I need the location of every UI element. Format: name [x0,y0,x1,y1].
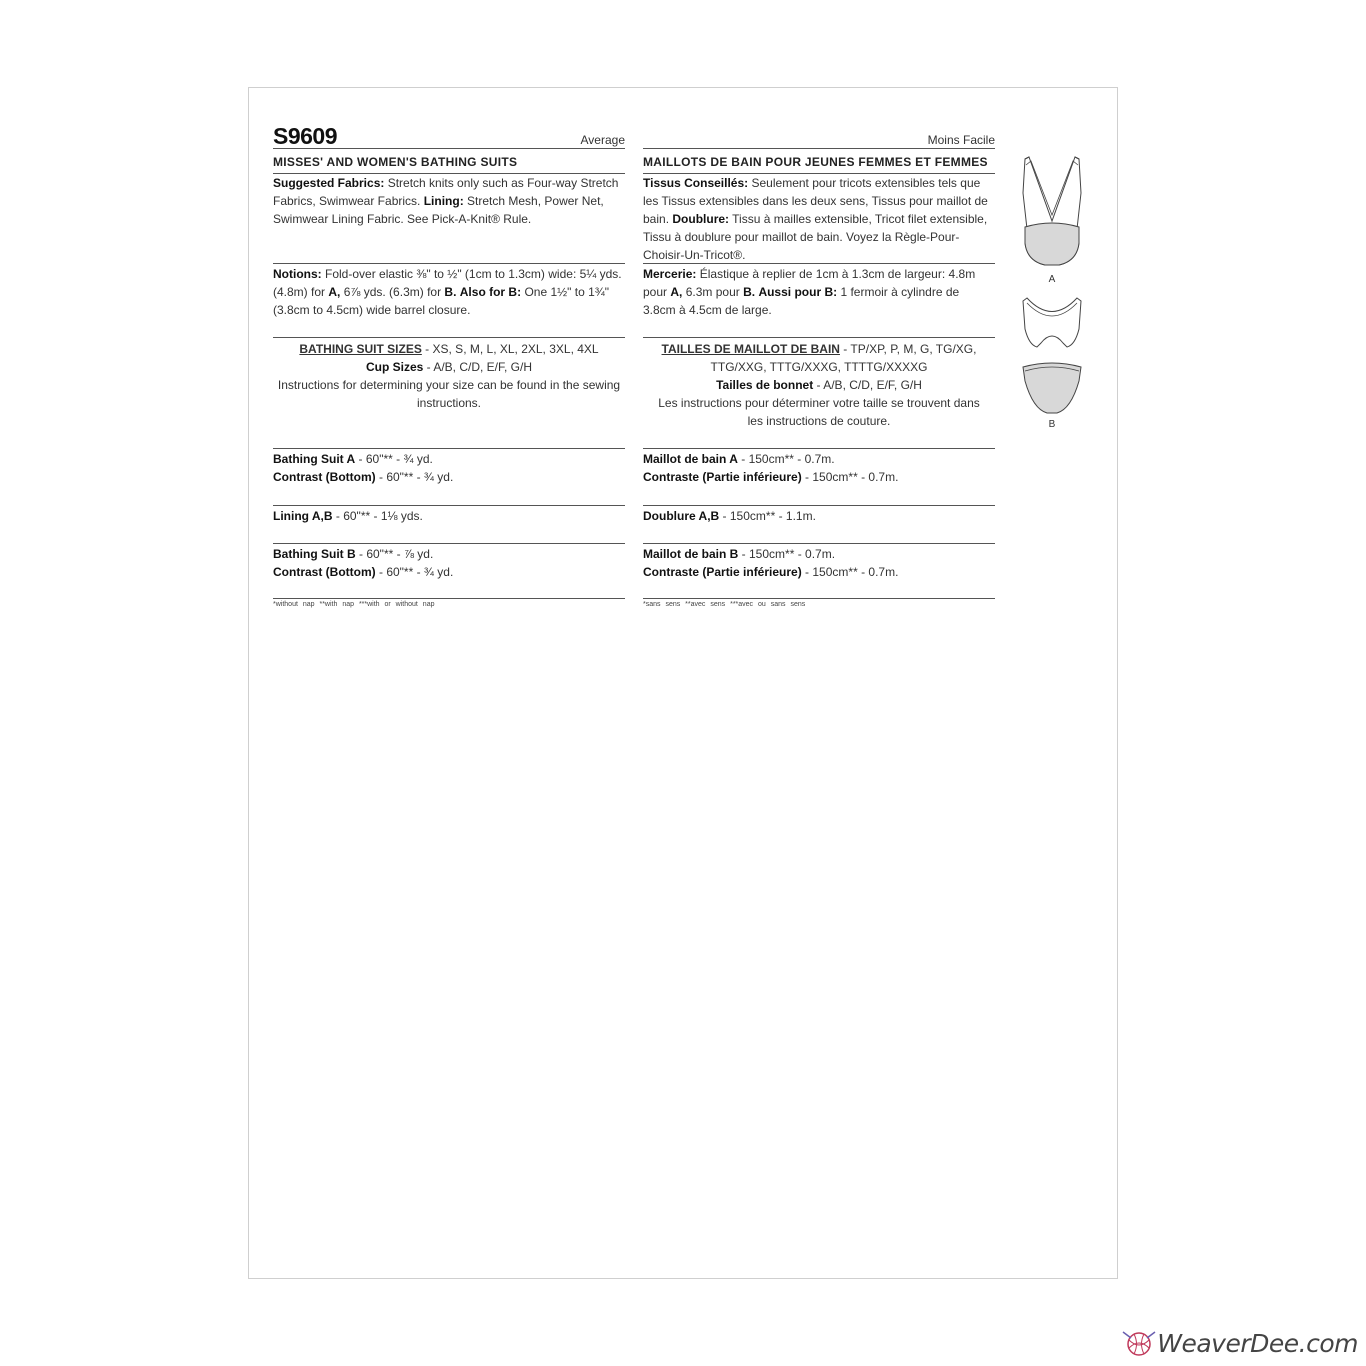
pattern-title: MAILLOTS DE BAIN POUR JEUNES FEMMES ET FEMMES [643,155,988,169]
yardage-label: Maillot de bain A [643,452,738,466]
cup-sizes-label: Cup Sizes [365,360,424,374]
view-a-ref: A, [670,285,683,299]
yardage-suit-b [643,545,898,581]
view-a-ref: A, [328,285,341,299]
yardage-label: Contraste (Partie inférieure) [643,565,802,579]
divider [643,337,995,338]
yardage-value: - 60"** - ¾ yd. [355,452,433,466]
notions-text: One 1½" to 1¾" (3.8cm to 4.5cm) wide barrel closure. [273,285,610,317]
fabrics-text: Seulement pour tricots extensibles tels que les Tissus extensibles dans les deux sens, Tissus pour maillot de bain. [643,176,988,226]
watermark-logo [1121,1328,1358,1358]
yardage-suit-a [273,450,453,486]
lining-text: Tissu à mailles extensible, Tricot filet extensible, Tissu à doublure pour maillot de bain. Voyez la Règle-Pour-Choisir-Un-Tricot®. [643,212,988,262]
notions-section [273,265,625,319]
yarn-ball-icon [1121,1328,1157,1358]
yardage-label: Contraste (Partie inférieure) [643,470,802,484]
yardage-label: Contrast (Bottom) [273,565,376,579]
yardage-value: - 150cm** - 0.7m. [737,452,835,466]
divider [273,505,625,506]
notions-also-label: Aussi pour B: [758,285,838,299]
yardage-value: - 60"** - ⅞ yd. [355,547,434,561]
sizes-section [273,340,625,412]
divider [643,448,995,449]
yardage-label: Maillot de bain B [643,547,739,561]
yardage-lining [643,507,816,525]
sizes-section [643,340,995,430]
watermark-text: WeaverDee.com [1157,1328,1358,1358]
notions-label: Notions: [273,267,322,281]
notions-text: 1 fermoir à cylindre de 3.8cm à 4.5cm de large. [643,285,960,317]
fabrics-section [273,174,625,228]
yardage-value: - 60"** - ¾ yd. [375,565,454,579]
yardage-value: - 60"** - 1⅛ yds. [332,509,423,523]
yardage-lining [273,507,423,525]
divider [273,263,625,264]
view-b-ref: B. [743,285,756,299]
yardage-label: Bathing Suit A [273,452,356,466]
nap-footnote: *without nap **with nap ***with or without nap [273,601,435,608]
divider [273,448,625,449]
yardage-value: - 150cm** - 0.7m. [801,470,899,484]
divider [643,263,995,264]
divider [643,598,995,599]
cup-sizes-text: - A/B, C/D, E/F, G/H [423,360,533,374]
fabrics-section [643,174,995,264]
yardage-suit-a [643,450,898,486]
divider [643,543,995,544]
divider [273,337,625,338]
yardage-label: Lining A,B [273,509,333,523]
fabrics-label: Suggested Fabrics: [273,176,385,190]
lining-text: Stretch Mesh, Power Net, Swimwear Lining Fabric. See Pick-A-Knit® Rule. [273,194,604,226]
yardage-suit-b [273,545,453,581]
notions-section [643,265,995,319]
view-a-label: A [1048,274,1056,285]
yardage-value: - 60"** - ¾ yd. [375,470,454,484]
view-b-bottom-drawing [1023,363,1081,413]
difficulty-level: Average [580,133,625,147]
fabrics-label: Tissus Conseillés: [643,176,749,190]
yardage-label: Doublure A,B [643,509,720,523]
view-b-top-drawing [1023,298,1081,347]
view-a-drawing [1023,157,1081,265]
view-b-ref: B. [444,285,457,299]
yardage-label: Bathing Suit B [273,547,356,561]
size-instructions: Les instructions pour déterminer votre taille se trouvent dans les instructions de couture. [658,396,980,428]
divider [273,598,625,599]
notions-text: Élastique à replier de 1cm à 1.3cm de largeur: 4.8m pour [643,267,976,299]
pattern-title: MISSES' AND WOMEN'S BATHING SUITS [273,155,518,169]
notions-text: 6⅞ yds. (6.3m) for [343,285,442,299]
sizes-label: TAILLES DE MAILLOT DE BAIN [661,342,840,356]
divider [643,505,995,506]
divider [273,543,625,544]
pattern-envelope-back [248,87,1118,1279]
size-instructions: Instructions for determining your size can be found in the sewing instructions. [277,378,621,410]
notions-text: 6.3m pour [685,285,740,299]
lining-label: Doublure: [672,212,730,226]
difficulty-level: Moins Facile [927,133,995,147]
notions-label: Mercerie: [643,267,697,281]
yardage-value: - 150cm** - 0.7m. [801,565,899,579]
cup-sizes-label: Tailles de bonnet [716,378,814,392]
yardage-value: - 150cm** - 1.1m. [719,509,816,523]
cup-sizes-text: - A/B, C/D, E/F, G/H [813,378,922,392]
sizes-text: - TP/XP, P, M, G, TG/XG, TTG/XXG, TTTG/XXXG, TTTTG/XXXXG [710,342,977,374]
swimsuit-flats [1019,153,1085,443]
notions-also-label: Also for B: [459,285,522,299]
divider [273,148,625,149]
yardage-value: - 150cm** - 0.7m. [738,547,836,561]
pattern-code: S9609 [273,123,338,149]
lining-label: Lining: [423,194,464,208]
notions-text: Fold-over elastic ⅜" to ½" (1cm to 1.3cm) wide: 5¼ yds. (4.8m) for [273,267,622,299]
view-b-label: B [1048,419,1056,430]
fabrics-text: Stretch knits only such as Four-way Stretch Fabrics, Swimwear Fabrics. [273,176,619,208]
nap-footnote: *sans sens **avec sens ***avec ou sans sens [643,601,806,608]
divider [643,148,995,149]
yardage-label: Contrast (Bottom) [273,470,376,484]
sizes-text: - XS, S, M, L, XL, 2XL, 3XL, 4XL [421,342,599,356]
sizes-label: BATHING SUIT SIZES [299,342,422,356]
technical-drawings [1019,153,1085,448]
